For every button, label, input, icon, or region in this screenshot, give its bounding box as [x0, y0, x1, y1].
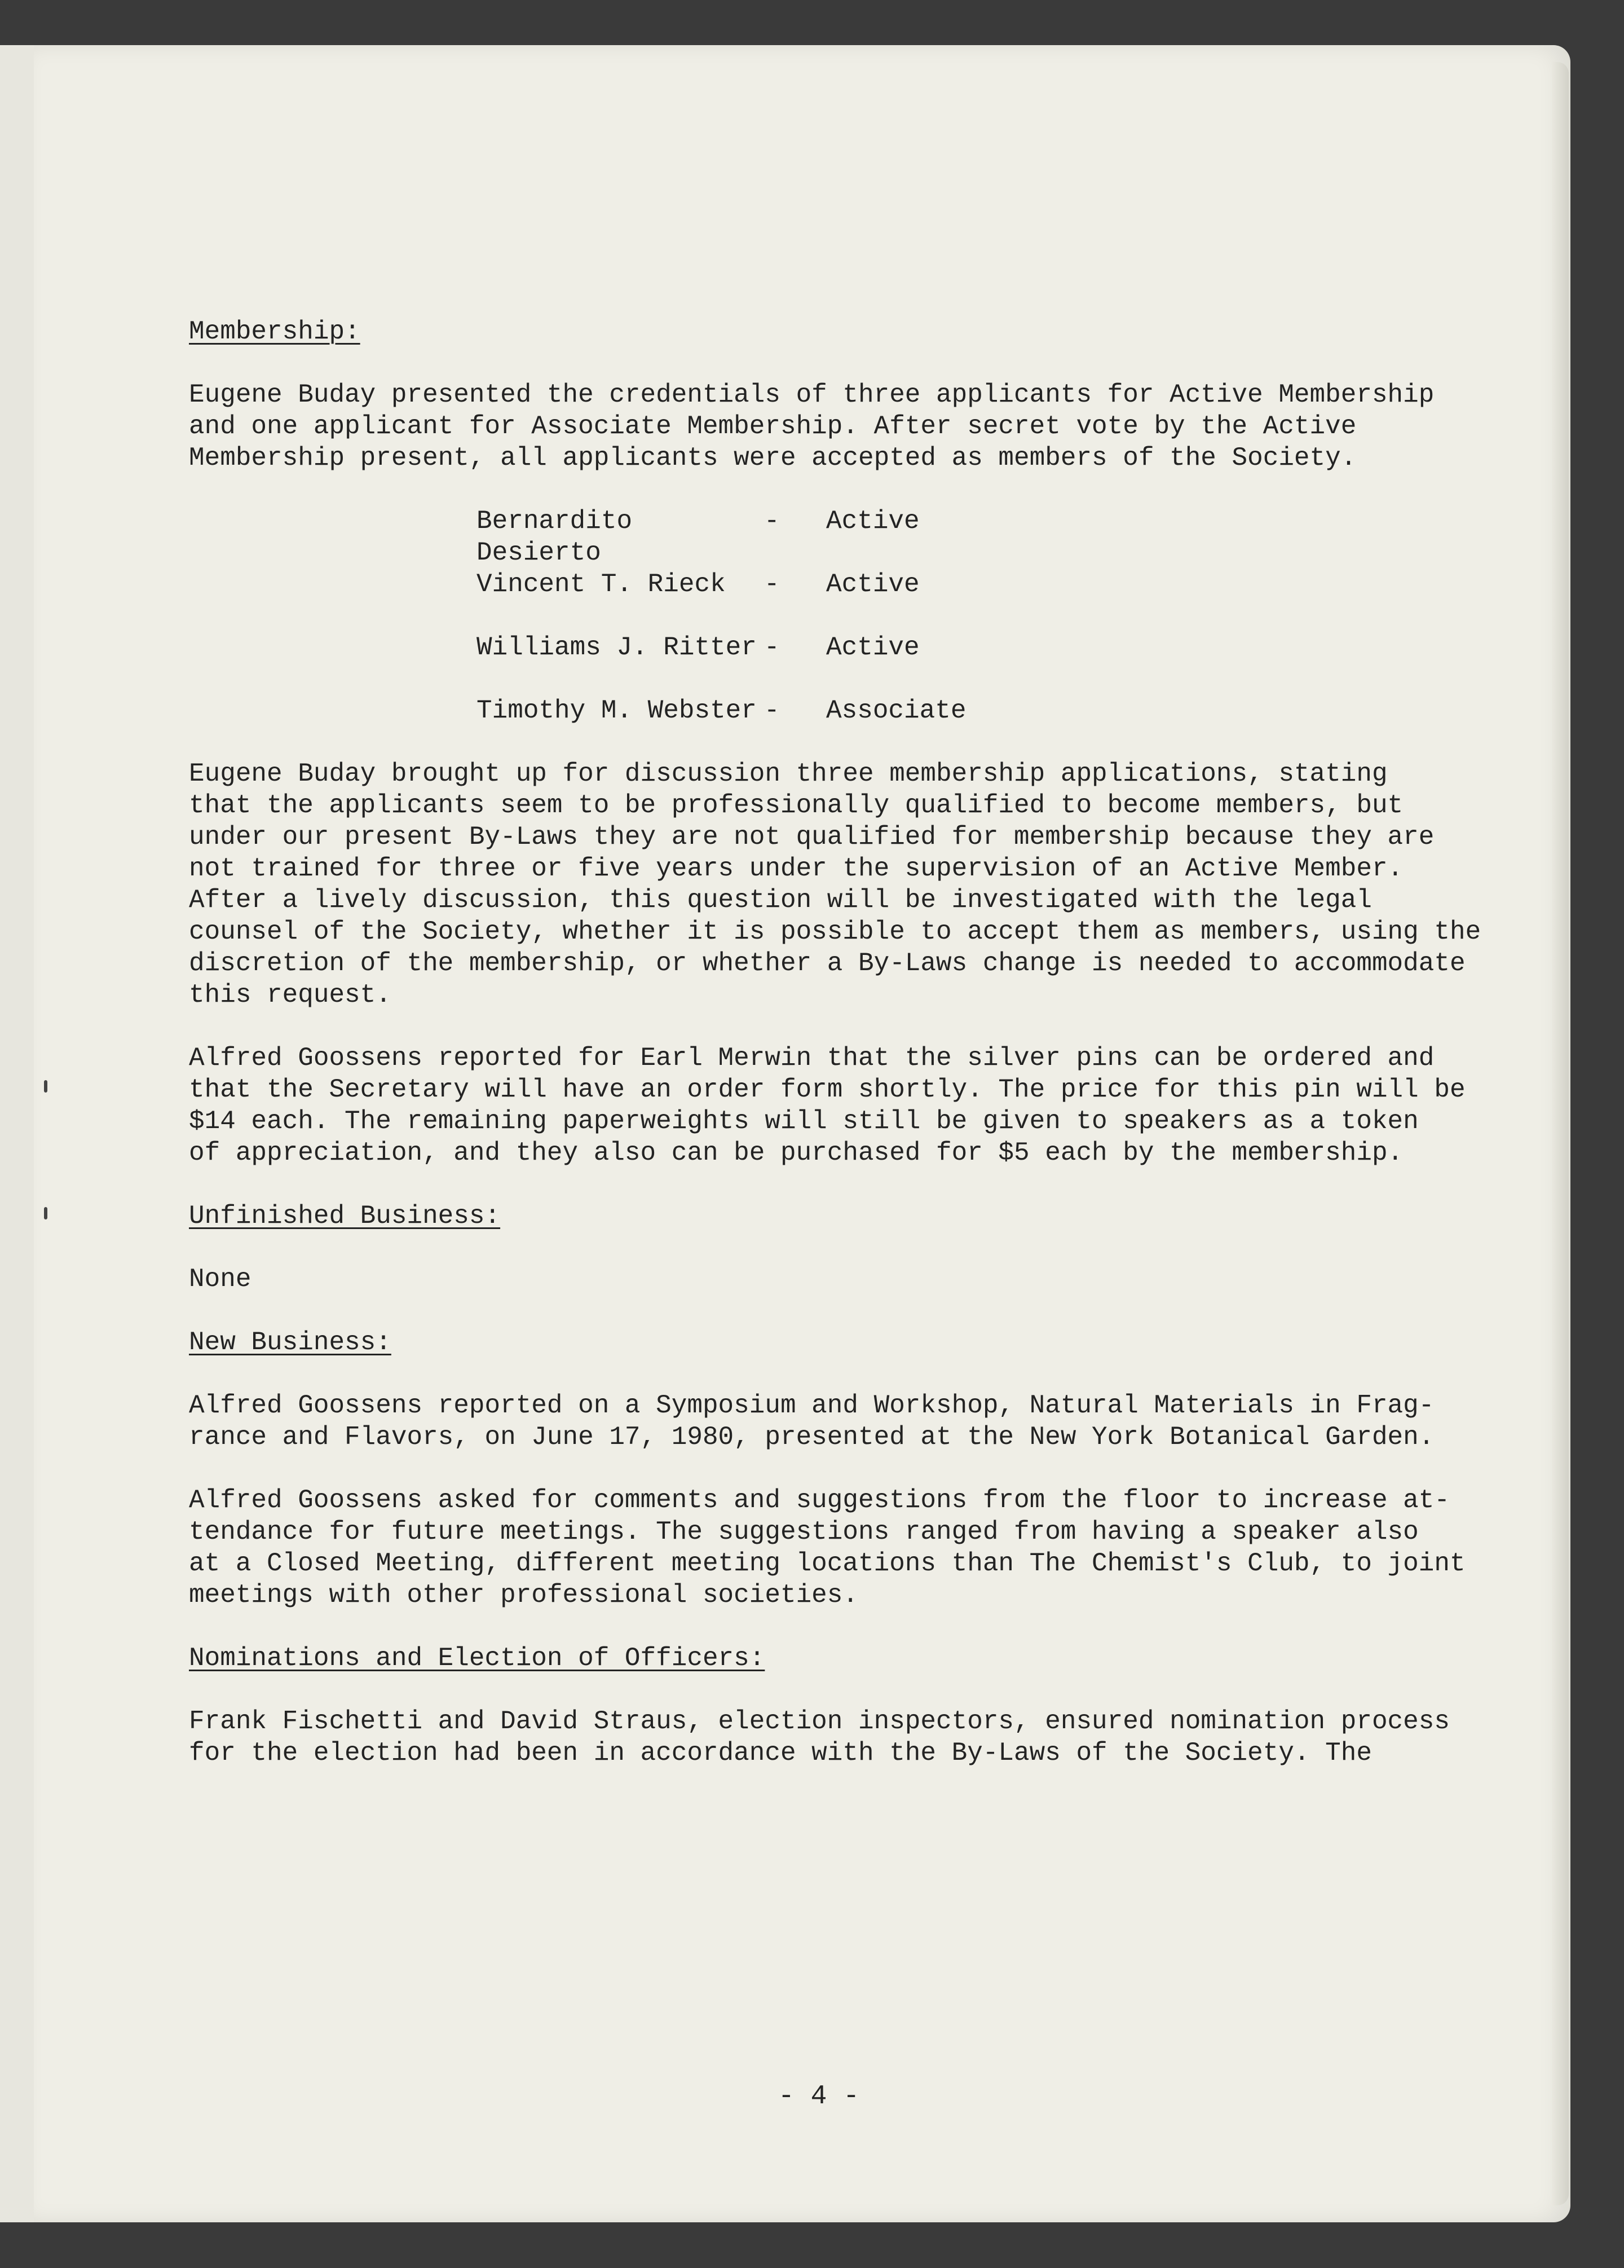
member-row [189, 632, 1531, 663]
page-number: - 4 - [778, 2081, 860, 2112]
member-type: Active [826, 633, 920, 662]
member-dash: - [764, 696, 780, 725]
nominations-heading: Nominations and Election of Officers: [189, 1644, 765, 1673]
page-edge [1552, 62, 1569, 2205]
membership-heading: Membership: [189, 317, 360, 346]
member-row [189, 695, 1531, 726]
member-row [189, 569, 1531, 600]
member-name: Bernardito Desierto [476, 507, 633, 567]
previous-page-edge [0, 45, 37, 2222]
new-business-suggestions: Alfred Goossens asked for comments and suggestions from the floor to increase at- tendance for future meetings. The suggestions ranged from having a speaker also at a Closed Meeting, different meeting locations than The Chemist's Club, to joint meetings with other professional societies. [189, 1486, 1466, 1610]
member-dash: - [764, 507, 780, 536]
member-list [189, 505, 1531, 726]
member-type: Active [826, 570, 920, 599]
nominations-text: Frank Fischetti and David Straus, election inspectors, ensured nomination process for the election had been in accordance with the By-Laws of the Society. The [189, 1707, 1450, 1768]
membership-discussion: Eugene Buday brought up for discussion three membership applications, stating that the applicants seem to be professionally qualified to become members, but under our present By-Laws they are not qualified for membership because they are not trained for three or five years under the supervision of an Active Member. After a lively discussion, this question will be investigated with the legal counsel of the Society, whether it is possible to accept them as members, using the discretion of the membership, or whether a By-Laws change is needed to accommodate this request. [189, 759, 1481, 1010]
member-row [189, 505, 1531, 567]
document-body [189, 316, 1531, 1800]
member-dash: - [764, 633, 780, 662]
margin-mark [44, 1080, 47, 1093]
membership-pins: Alfred Goossens reported for Earl Merwin that the silver pins can be ordered and that the Secretary will have an order form shortly. The price for this pin will be $14 each. The remaining paperweights will still be given to speakers as a token of appreciation, and they also can be purchased for $5 each by the membership. [189, 1043, 1466, 1168]
member-name: Williams J. Ritter [476, 633, 757, 662]
member-type: Active [826, 507, 920, 536]
member-name: Timothy M. Webster [476, 696, 757, 725]
new-business-symposium: Alfred Goossens reported on a Symposium and Workshop, Natural Materials in Frag- rance and Flavors, on June 17, 1980, presented at the New York Botanical Garden. [189, 1391, 1435, 1452]
member-name: Vincent T. Rieck [476, 570, 726, 599]
member-type: Associate [826, 696, 967, 725]
membership-intro: Eugene Buday presented the credentials of three applicants for Active Membership and one applicant for Associate Membership. After secret vote by the Active Membership present, all applicants were accepted as members of the Society. [189, 380, 1435, 473]
new-business-heading: New Business: [189, 1328, 391, 1357]
margin-mark [44, 1207, 47, 1219]
member-dash: - [764, 570, 780, 599]
unfinished-business-text: None [189, 1265, 251, 1294]
unfinished-business-heading: Unfinished Business: [189, 1201, 501, 1231]
